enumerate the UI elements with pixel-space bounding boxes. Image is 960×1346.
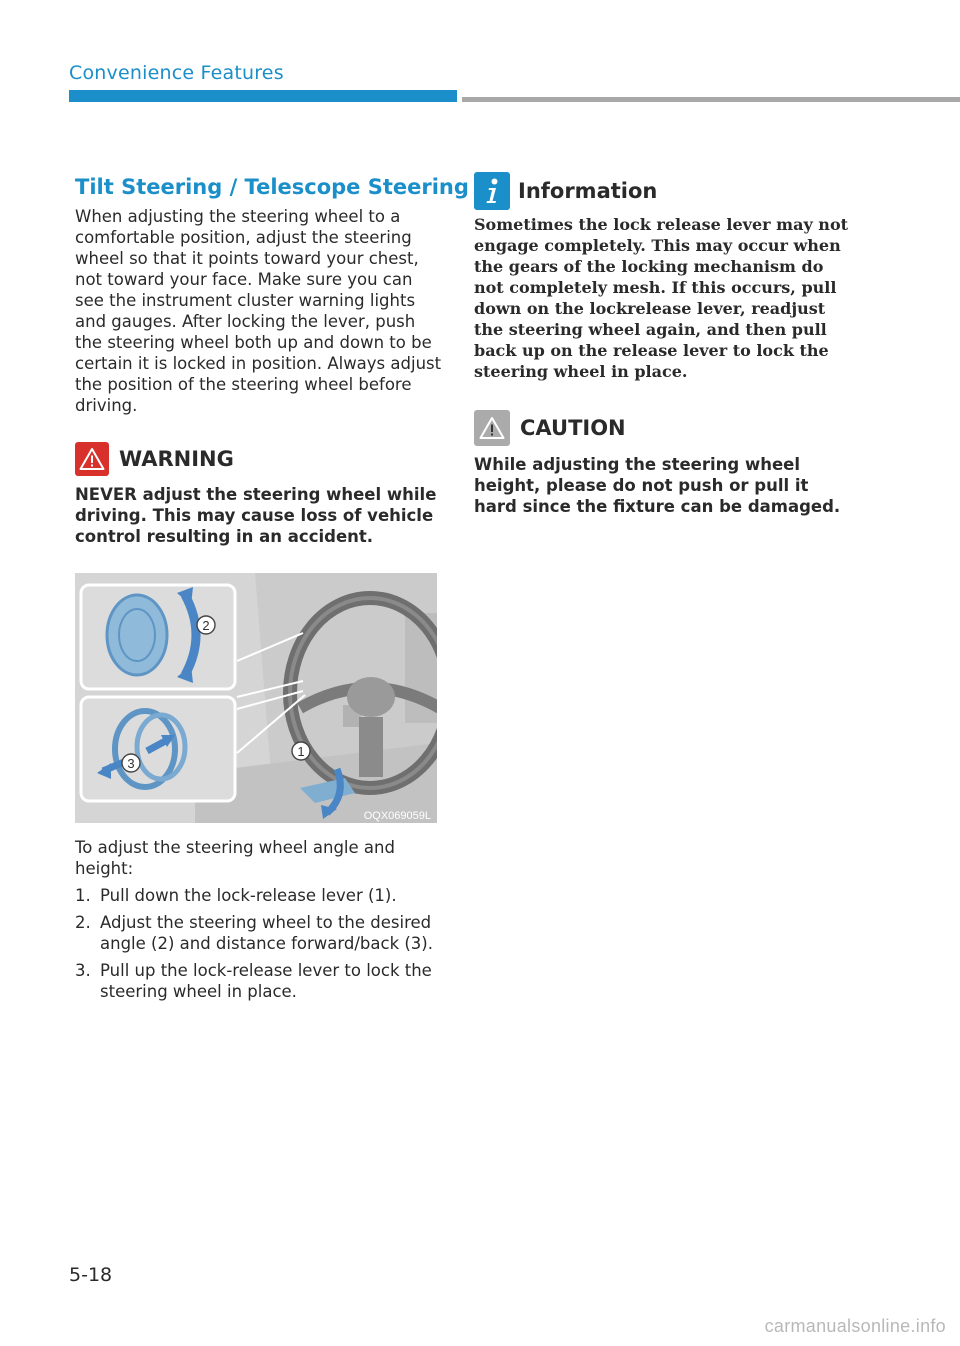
list-item — [75, 960, 443, 1002]
page-number: 5-18 — [69, 1264, 113, 1286]
steps-intro: To adjust the steering wheel angle and height: — [75, 838, 395, 878]
callout-3: 3 — [127, 756, 135, 771]
steps-list — [75, 885, 443, 1002]
step-number: 3. — [75, 961, 91, 980]
step-text: Pull up the lock-release lever to lock the steering wheel in place. — [100, 961, 432, 1001]
callout-1: 1 — [297, 744, 305, 759]
step-number: 2. — [75, 913, 91, 932]
right-column — [474, 172, 854, 517]
step-text: Adjust the steering wheel to the desired angle (2) and distance forward/back (3). — [100, 913, 433, 953]
figure-code: OQX069059L — [363, 810, 431, 822]
caution-text: While adjusting the steering wheel height, please do not push or pull it hard since the fixture can be damaged. — [474, 455, 841, 516]
steering-illustration — [75, 573, 437, 823]
warning-header — [75, 442, 443, 476]
list-item — [75, 912, 443, 954]
caution-label: CAUTION — [520, 416, 626, 440]
steering-adjustment-figure — [75, 573, 437, 823]
intro-paragraph: When adjusting the steering wheel to a comfortable position, adjust the steering wheel so that it points toward your chest, not toward your face. Make sure you can see the instrument cluster warning lights and gauges. After locking the lever, push the steering wheel both up and down to be certain it is locked in position. Always adjust the position of the steering wheel before driving. — [75, 207, 442, 415]
caution-triangle-icon — [474, 410, 510, 446]
information-text: Sometimes the lock release lever may not engage completely. This may occur when the gears of the locking mechanism do not completely mesh. If this occurs, pull down on the lockrelease lever, readjust the steering wheel again, and then pull back up on the release lever to lock the steering wheel in place. — [474, 215, 848, 381]
information-header — [474, 172, 854, 210]
step-text: Pull down the lock-release lever (1). — [100, 886, 397, 905]
left-column — [75, 172, 469, 1008]
warning-triangle-icon — [75, 442, 109, 476]
header-rule-blue — [69, 90, 457, 102]
step-number: 1. — [75, 886, 91, 905]
callout-2: 2 — [202, 618, 210, 633]
warning-label: WARNING — [119, 447, 234, 471]
caution-header — [474, 410, 854, 446]
warning-text: NEVER adjust the steering wheel while driving. This may cause loss of vehicle control resulting in an accident. — [75, 485, 437, 546]
section-title: Tilt Steering / Telescope Steering — [75, 175, 469, 199]
list-item — [75, 885, 443, 906]
information-label: Information — [518, 179, 658, 203]
section-header: Convenience Features — [69, 62, 284, 84]
header-rule-grey — [462, 97, 960, 102]
info-icon — [474, 172, 510, 210]
watermark: carmanualsonline.info — [764, 1316, 946, 1336]
